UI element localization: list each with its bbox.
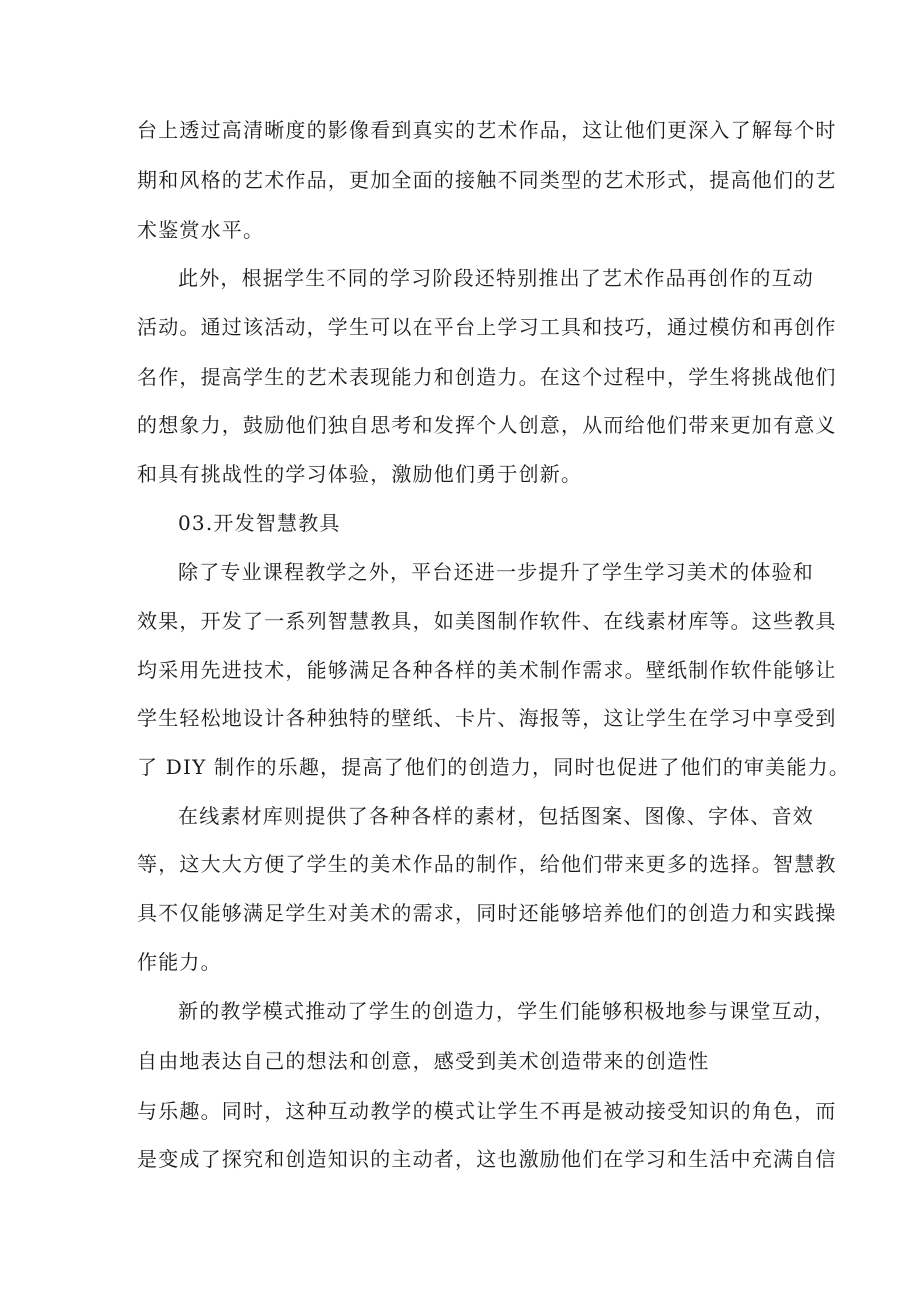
text-line: 台上透过高清晰度的影像看到真实的艺术作品，这让他们更深入了解每个时: [137, 118, 837, 142]
text-line: 除了专业课程教学之外，平台还进一步提升了学生学习美术的体验和: [178, 560, 814, 584]
text-line: 自由地表达自己的想法和创意，感受到美术创造带来的创造性: [137, 1049, 710, 1073]
text-line: 均采用先进技术，能够满足各种各样的美术制作需求。壁纸制作软件能够让: [137, 658, 837, 682]
text-line: 名作，提高学生的艺术表现能力和创造力。在这个过程中，学生将挑战他们: [137, 365, 837, 389]
text-line: 活动。通过该活动，学生可以在平台上学习工具和技巧，通过模仿和再创作: [137, 315, 837, 339]
text-line: 术鉴赏水平。: [137, 218, 265, 242]
text-line: 了 DIY 制作的乐趣，提高了他们的创造力，同时也促进了他们的审美能力。: [137, 755, 851, 779]
text-line: 和具有挑战性的学习体验，激励他们勇于创新。: [137, 462, 583, 486]
text-line: 的想象力，鼓励他们独自思考和发挥个人创意，从而给他们带来更加有意义: [137, 413, 837, 437]
text-line: 作能力。: [137, 950, 222, 974]
text-line: 具不仅能够满足学生对美术的需求，同时还能够培养他们的创造力和实践操: [137, 901, 837, 925]
text-line: 与乐趣。同时，这种互动教学的模式让学生不再是被动接受知识的角色，而: [137, 1099, 837, 1123]
text-line: 学生轻松地设计各种独特的壁纸、卡片、海报等，这让学生在学习中享受到: [137, 706, 837, 730]
section-heading: 03.开发智慧教具: [178, 511, 341, 535]
text-line: 此外，根据学生不同的学习阶段还特别推出了艺术作品再创作的互动: [178, 266, 814, 290]
text-line: 效果，开发了一系列智慧教具，如美图制作软件、在线素材库等。这些教具: [137, 609, 837, 633]
text-line: 是变成了探究和创造知识的主动者，这也激励他们在学习和生活中充满自信: [137, 1147, 837, 1171]
text-line: 期和风格的艺术作品，更加全面的接触不同类型的艺术形式，提高他们的艺: [137, 168, 837, 192]
text-line: 等，这大大方便了学生的美术作品的制作，给他们带来更多的选择。智慧教: [137, 852, 837, 876]
text-line: 在线素材库则提供了各种各样的素材，包括图案、图像、字体、音效: [178, 804, 814, 828]
text-line: 新的教学模式推动了学生的创造力，学生们能够积极地参与课堂互动，: [178, 999, 836, 1023]
